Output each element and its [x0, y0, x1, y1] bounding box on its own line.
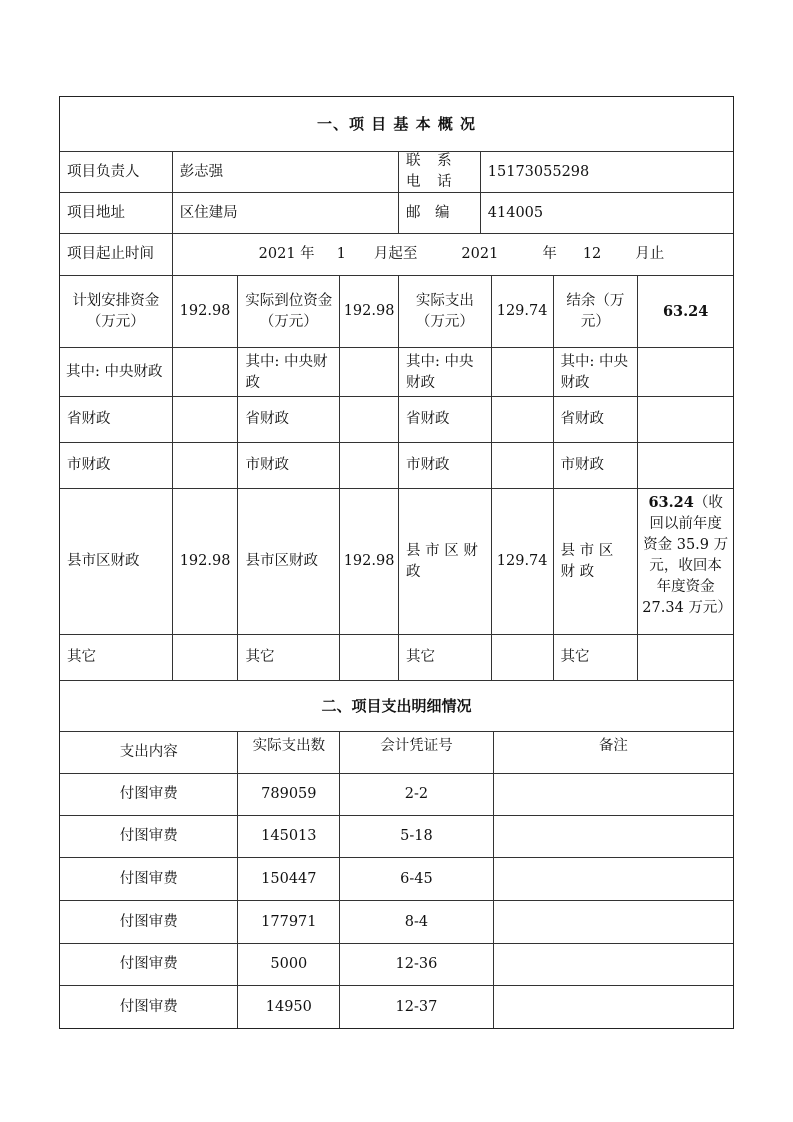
row-value-2: [339, 443, 398, 488]
row-value-1: [172, 397, 238, 442]
row-value-4: [637, 635, 733, 680]
cell-note: [493, 858, 733, 900]
province-finance-row: [60, 396, 733, 442]
cell-amount: 145013: [237, 816, 339, 857]
project-table: [59, 96, 734, 1029]
cell-amount: 5000: [237, 944, 339, 985]
period-end-year-unit: 年: [542, 246, 557, 262]
period-start-year: 2021 年: [258, 246, 315, 262]
row-label-4: 省财政: [553, 397, 638, 442]
row-label-2: 县市区财政: [237, 489, 339, 634]
row-label-1: 市财政: [67, 457, 111, 473]
contact-value: 15173055298: [480, 152, 733, 192]
row-value-3: [491, 397, 553, 442]
table-row: [60, 815, 733, 857]
row-value-4: [637, 348, 733, 396]
cell-content: 付图审费: [119, 828, 178, 844]
row-label-3: 其中: 中央财政: [398, 348, 491, 396]
row-value-2: [339, 397, 398, 442]
row-label-4: 市财政: [553, 443, 638, 488]
row-value-3: [491, 348, 553, 396]
row-label-1: 县市区财政: [67, 553, 140, 569]
planned-funds-label: 计划安排资金（万元）: [72, 292, 160, 330]
row-label-2: 其中: 中央财政: [237, 348, 339, 396]
row-value-1: [172, 348, 238, 396]
cell-voucher: 5-18: [339, 816, 493, 857]
cell-content: 付图审费: [119, 956, 178, 972]
row-label-3: 省财政: [398, 397, 491, 442]
contact-label: 联 系 电 话: [398, 152, 480, 192]
cell-amount: 150447: [237, 858, 339, 900]
county-balance-note: （收回以前年度资金 35.9 万元，收回本年度资金 27.34 万元）: [642, 495, 732, 616]
cell-note: [493, 944, 733, 985]
period-end-year: 2021: [461, 246, 499, 262]
spent-funds-label: 实际支出（万元）: [398, 276, 491, 347]
row-label-3: 县 市 区 财 政: [398, 489, 491, 634]
section2-title: 二、项目支出明细情况: [321, 696, 472, 715]
cell-voucher: 2-2: [339, 774, 493, 815]
table-row: [60, 773, 733, 815]
period-label: 项目起止时间: [67, 246, 154, 262]
address-value: 区住建局: [172, 193, 398, 233]
row-label-3: 其它: [398, 635, 491, 680]
table-row: [60, 900, 733, 943]
table-row: [60, 985, 733, 1028]
header-amount: 实际支出数: [237, 732, 339, 773]
row-label-3: 市财政: [398, 443, 491, 488]
balance-label: 结余（万元）: [553, 276, 638, 347]
row-label-1: 其它: [67, 649, 96, 665]
row-value-1: 192.98: [172, 489, 238, 634]
row-label-4: 其它: [553, 635, 638, 680]
row-value-2: [339, 348, 398, 396]
row-value-2: [339, 635, 398, 680]
period-end-suffix: 月止: [635, 246, 665, 262]
table-row: [60, 857, 733, 900]
cell-voucher: 6-45: [339, 858, 493, 900]
row-label-1: 省财政: [67, 411, 111, 427]
other-finance-row: [60, 634, 733, 680]
row-value-4: [637, 489, 733, 634]
address-row: [60, 192, 733, 233]
header-content: 支出内容: [119, 744, 178, 760]
section2-header-row: [60, 680, 733, 731]
cell-voucher: 12-37: [339, 986, 493, 1028]
cell-note: [493, 901, 733, 943]
address-label: 项目地址: [67, 204, 125, 221]
row-label-2: 市财政: [237, 443, 339, 488]
row-value-3: [491, 635, 553, 680]
row-label-2: 其它: [237, 635, 339, 680]
period-row: [60, 233, 733, 275]
row-value-3: [491, 443, 553, 488]
county-balance-value: 63.24: [648, 494, 694, 511]
row-value-2: 192.98: [339, 489, 398, 634]
row-value-1: [172, 635, 238, 680]
cell-content: 付图审费: [119, 998, 178, 1015]
planned-funds-value: 192.98: [172, 276, 238, 347]
row-label-4: 其中: 中央财政: [553, 348, 638, 396]
postcode-value: 414005: [480, 193, 733, 233]
spent-funds-value: 129.74: [491, 276, 553, 347]
row-label-2: 省财政: [237, 397, 339, 442]
section1-header-row: [60, 97, 733, 151]
city-finance-row: [60, 442, 733, 488]
cell-note: [493, 986, 733, 1028]
row-label-1: 其中: 中央财政: [66, 363, 163, 380]
owner-row: [60, 151, 733, 192]
row-label-4: 县 市 区 财 政: [553, 489, 638, 634]
cell-amount: 177971: [237, 901, 339, 943]
cell-note: [493, 774, 733, 815]
section1-title: 一、项 目 基 本 概 况: [316, 114, 477, 133]
period-start-month: 1: [336, 246, 346, 262]
cell-content: 付图审费: [119, 913, 178, 930]
received-funds-value: 192.98: [339, 276, 398, 347]
cell-content: 付图审费: [119, 870, 178, 887]
period-value: [172, 234, 733, 275]
cell-amount: 14950: [237, 986, 339, 1028]
detail-header-row: [60, 731, 733, 773]
cell-content: 付图审费: [119, 786, 178, 802]
postcode-label: 邮 编: [398, 193, 480, 233]
row-value-4: [637, 397, 733, 442]
cell-voucher: 8-4: [339, 901, 493, 943]
cell-voucher: 12-36: [339, 944, 493, 985]
row-value-3: 129.74: [491, 489, 553, 634]
cell-note: [493, 816, 733, 857]
owner-label: 项目负责人: [67, 163, 140, 180]
row-value-4: [637, 443, 733, 488]
period-end-month: 12: [582, 246, 602, 262]
row-value-1: [172, 443, 238, 488]
period-start-suffix: 月起至: [373, 246, 418, 262]
received-funds-label: 实际到位资金（万元）: [237, 276, 339, 347]
county-finance-row: [60, 488, 733, 634]
table-row: [60, 943, 733, 985]
header-voucher: 会计凭证号: [339, 732, 493, 773]
balance-value: 63.24: [637, 276, 733, 347]
central-finance-row: [60, 347, 733, 396]
funds-row: [60, 275, 733, 347]
cell-amount: 789059: [237, 774, 339, 815]
owner-value: 彭志强: [172, 152, 398, 192]
header-note: 备注: [493, 732, 733, 773]
